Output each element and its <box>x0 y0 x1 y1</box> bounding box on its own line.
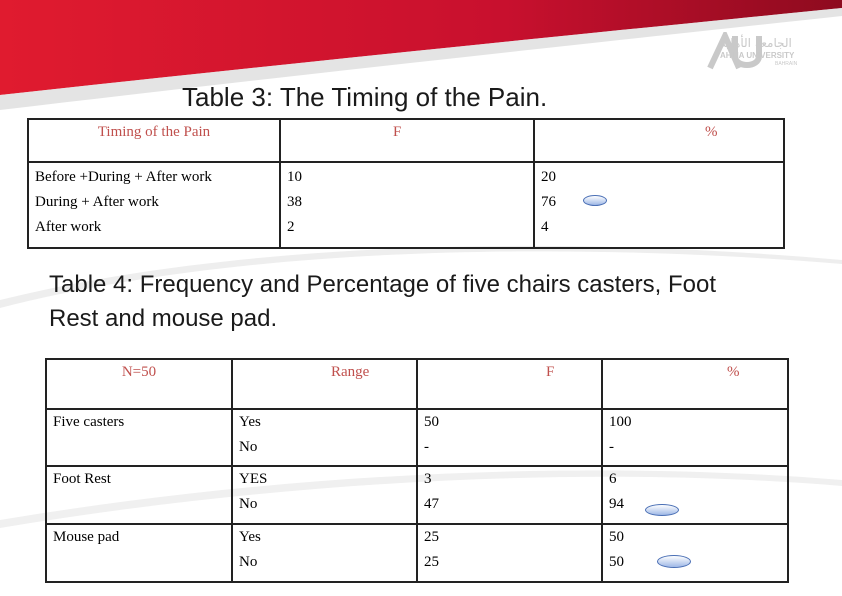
table4-header-n: N=50 <box>46 359 232 409</box>
table4-row-label: Five casters <box>46 409 232 466</box>
table3-row-f: 10 <box>287 169 302 185</box>
table3-row-f: 2 <box>287 219 295 235</box>
decorative-oval-icon <box>645 504 679 516</box>
table4-title-line1: Table 4: Frequency and Percentage of five chairs casters, Foot <box>49 271 717 298</box>
table4-row-f: 3 47 <box>417 466 602 524</box>
table4-row-range: Yes No <box>232 409 417 466</box>
table-row <box>46 466 788 524</box>
table4-row-pct: 6 94 <box>602 466 788 524</box>
table3-title: Table 3: The Timing of the Pain. <box>182 82 548 112</box>
table3-row-pct: 76 <box>541 194 556 210</box>
table4-row-f: 50 - <box>417 409 602 466</box>
table3-row-label: After work <box>35 219 102 235</box>
table4 <box>45 358 789 583</box>
table4-header-row <box>46 359 788 409</box>
logo-english-name: AHLIA UNIVERSITY <box>720 51 795 60</box>
table3-timing-cell <box>28 162 280 248</box>
logo-arabic-name: الجامعة الأهلية <box>720 36 792 50</box>
table4-title-line2: Rest and mouse pad. <box>49 305 278 332</box>
table3-row-pct: 20 <box>541 169 556 185</box>
table4-row-label: Mouse pad <box>46 524 232 582</box>
table3-header-timing: Timing of the Pain <box>28 119 280 162</box>
decorative-oval-icon <box>657 555 691 568</box>
table4-header-pct: % <box>602 359 788 409</box>
table3 <box>27 118 785 249</box>
decorative-oval-icon <box>583 195 607 206</box>
table3-row-f: 38 <box>287 194 302 210</box>
table-row <box>46 524 788 582</box>
table4-row-pct: 100 - <box>602 409 788 466</box>
table3-pct-cell <box>534 162 784 248</box>
table4-title <box>49 268 809 336</box>
logo-location: BAHRAIN <box>775 61 798 67</box>
table4-header-range: Range <box>232 359 417 409</box>
table3-row-label: Before +During + After work <box>35 169 212 185</box>
table4-row-range: Yes No <box>232 524 417 582</box>
table4-row-f: 25 25 <box>417 524 602 582</box>
table4-row-pct: 50 50 <box>602 524 788 582</box>
table3-row-label: During + After work <box>35 194 159 210</box>
table3-header-pct: % <box>534 119 784 162</box>
table3-header-f: F <box>280 119 534 162</box>
table4-row-range: YES No <box>232 466 417 524</box>
table4-header-f: F <box>417 359 602 409</box>
table4-row-label: Foot Rest <box>46 466 232 524</box>
table3-body-row <box>28 162 784 248</box>
table3-f-cell <box>280 162 534 248</box>
table-row <box>46 409 788 466</box>
table3-header-row <box>28 119 784 162</box>
table3-row-pct: 4 <box>541 219 549 235</box>
